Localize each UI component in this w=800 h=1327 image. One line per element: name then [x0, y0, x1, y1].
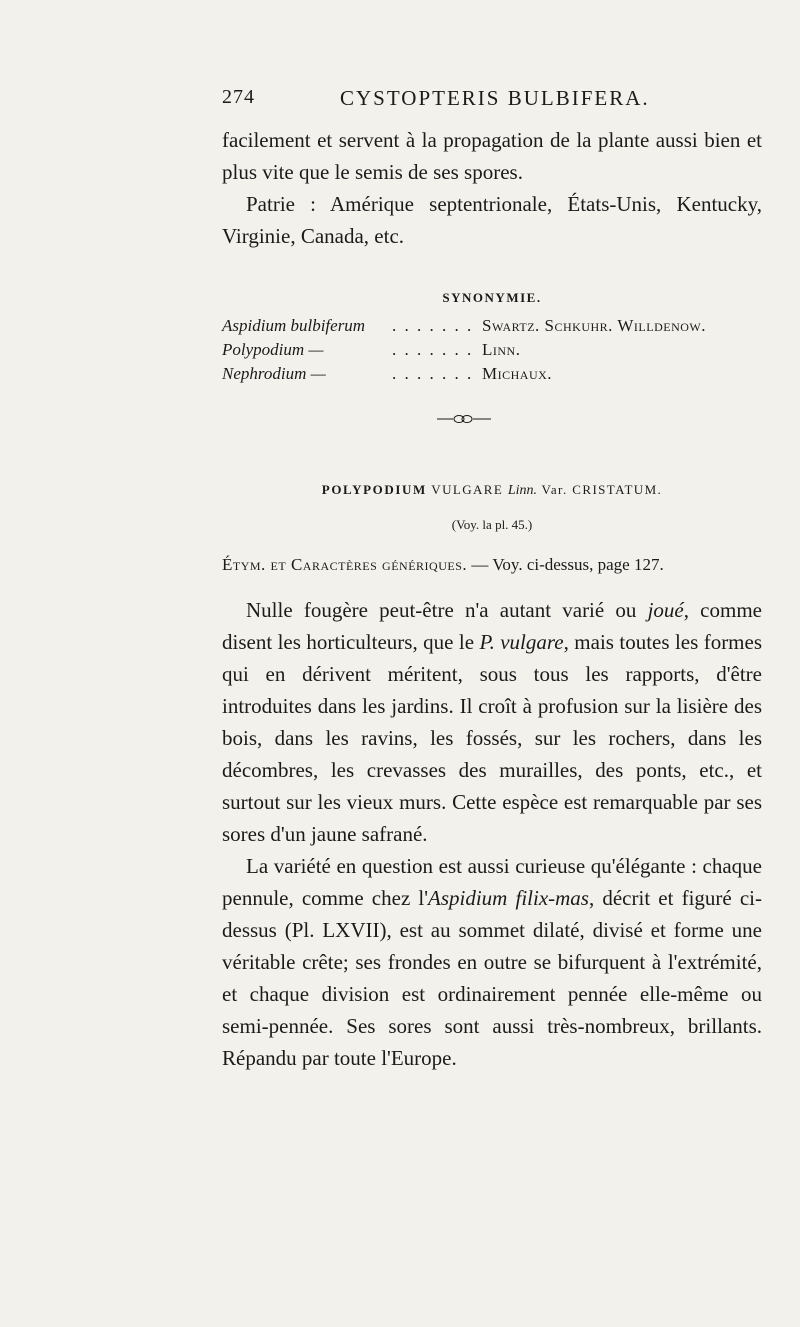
synonym-authors: Michaux.: [482, 364, 553, 383]
plate-reference: (Voy. la pl. 45.): [451, 517, 533, 532]
synonym-name: Nephrodium —: [222, 364, 326, 383]
section-heading: [222, 482, 762, 499]
leader-dots: . . . . . . .: [392, 316, 474, 335]
ornament-divider-icon: [435, 412, 495, 426]
intro-paragraph-1: facilement et servent à la propagation de la plante aussi bien et plus vite que le semis de ses spores.: [222, 128, 762, 184]
etymology-text: — Voy. ci-dessus, page 127.: [471, 555, 664, 574]
intro-paragraph-2: Patrie : Amérique septentrionale, États-Unis, Kentucky, Virginie, Canada, etc.: [222, 192, 762, 248]
synonymy-entry: [222, 340, 762, 364]
text-run: La variété en question est aussi curieuse qu'élégante : chaque pennule, comme chez l': [222, 854, 762, 910]
leader-dots: . . . . . . .: [392, 340, 474, 359]
italic-species: Aspidium filix-mas: [428, 886, 589, 910]
italic-species: P. vulgare: [479, 630, 564, 654]
body-paragraph-1: [222, 594, 762, 850]
italic-term: joué: [647, 598, 684, 622]
genus-name: POLYPODIUM: [321, 482, 427, 497]
synonymy-entry: [222, 316, 762, 340]
synonymy-entry: [222, 364, 762, 388]
text-run: , comme disent les horticulteurs, que le: [222, 598, 762, 654]
species-name: VULGARE: [431, 482, 504, 497]
body-text: [222, 594, 762, 1074]
synonym-authors: Linn.: [482, 340, 521, 359]
etymology-label: Étym. et Caractères génériques.: [222, 555, 468, 574]
synonym-name: Aspidium bulbiferum: [222, 316, 366, 335]
leader-dots: . . . . . . .: [392, 364, 474, 383]
synonymy-title: SYNONYMIE.: [442, 290, 542, 305]
species-author: Linn.: [507, 483, 538, 498]
page-number: 274: [222, 86, 255, 108]
text-run: , mais toutes les formes qui en dérivent méritent, sous tous les rapports, d'être introduites dans les jardins. Il croît à profusion sur la lisière des bois, dans les ravins, les fossés, sur les rochers, dans les décombres, les crevasses des murailles, des ponts, etc., et surtout sur les vieux murs. Cette espèce est remarquable par ses sores d'un jaune safrané.: [222, 630, 763, 846]
text-run: Nulle fougère peut-être n'a autant varié ou: [246, 598, 648, 622]
intro-text: [222, 124, 762, 252]
body-paragraph-2: [222, 850, 762, 1074]
synonym-authors: Swartz. Schkuhr. Willdenow.: [482, 316, 706, 335]
synonym-name: Polypodium —: [222, 340, 324, 359]
text-run: , décrit et figuré ci-dessus (Pl. LXVII), est au sommet dilaté, divisé et forme une véritable crête; ses frondes en outre se bifurquent à l'extrémité, et chaque division est ordinairement pennée elle-même ou semi-pennée. Ses sores sont aussi très-nombreux, brillants. Répandu par toute l'Europe.: [222, 886, 763, 1070]
variety-name: Var. CRISTATUM.: [541, 482, 663, 497]
etymology-line: [222, 555, 762, 575]
running-title: CYSTOPTERIS BULBIFERA.: [340, 86, 650, 110]
running-head: [222, 86, 742, 116]
